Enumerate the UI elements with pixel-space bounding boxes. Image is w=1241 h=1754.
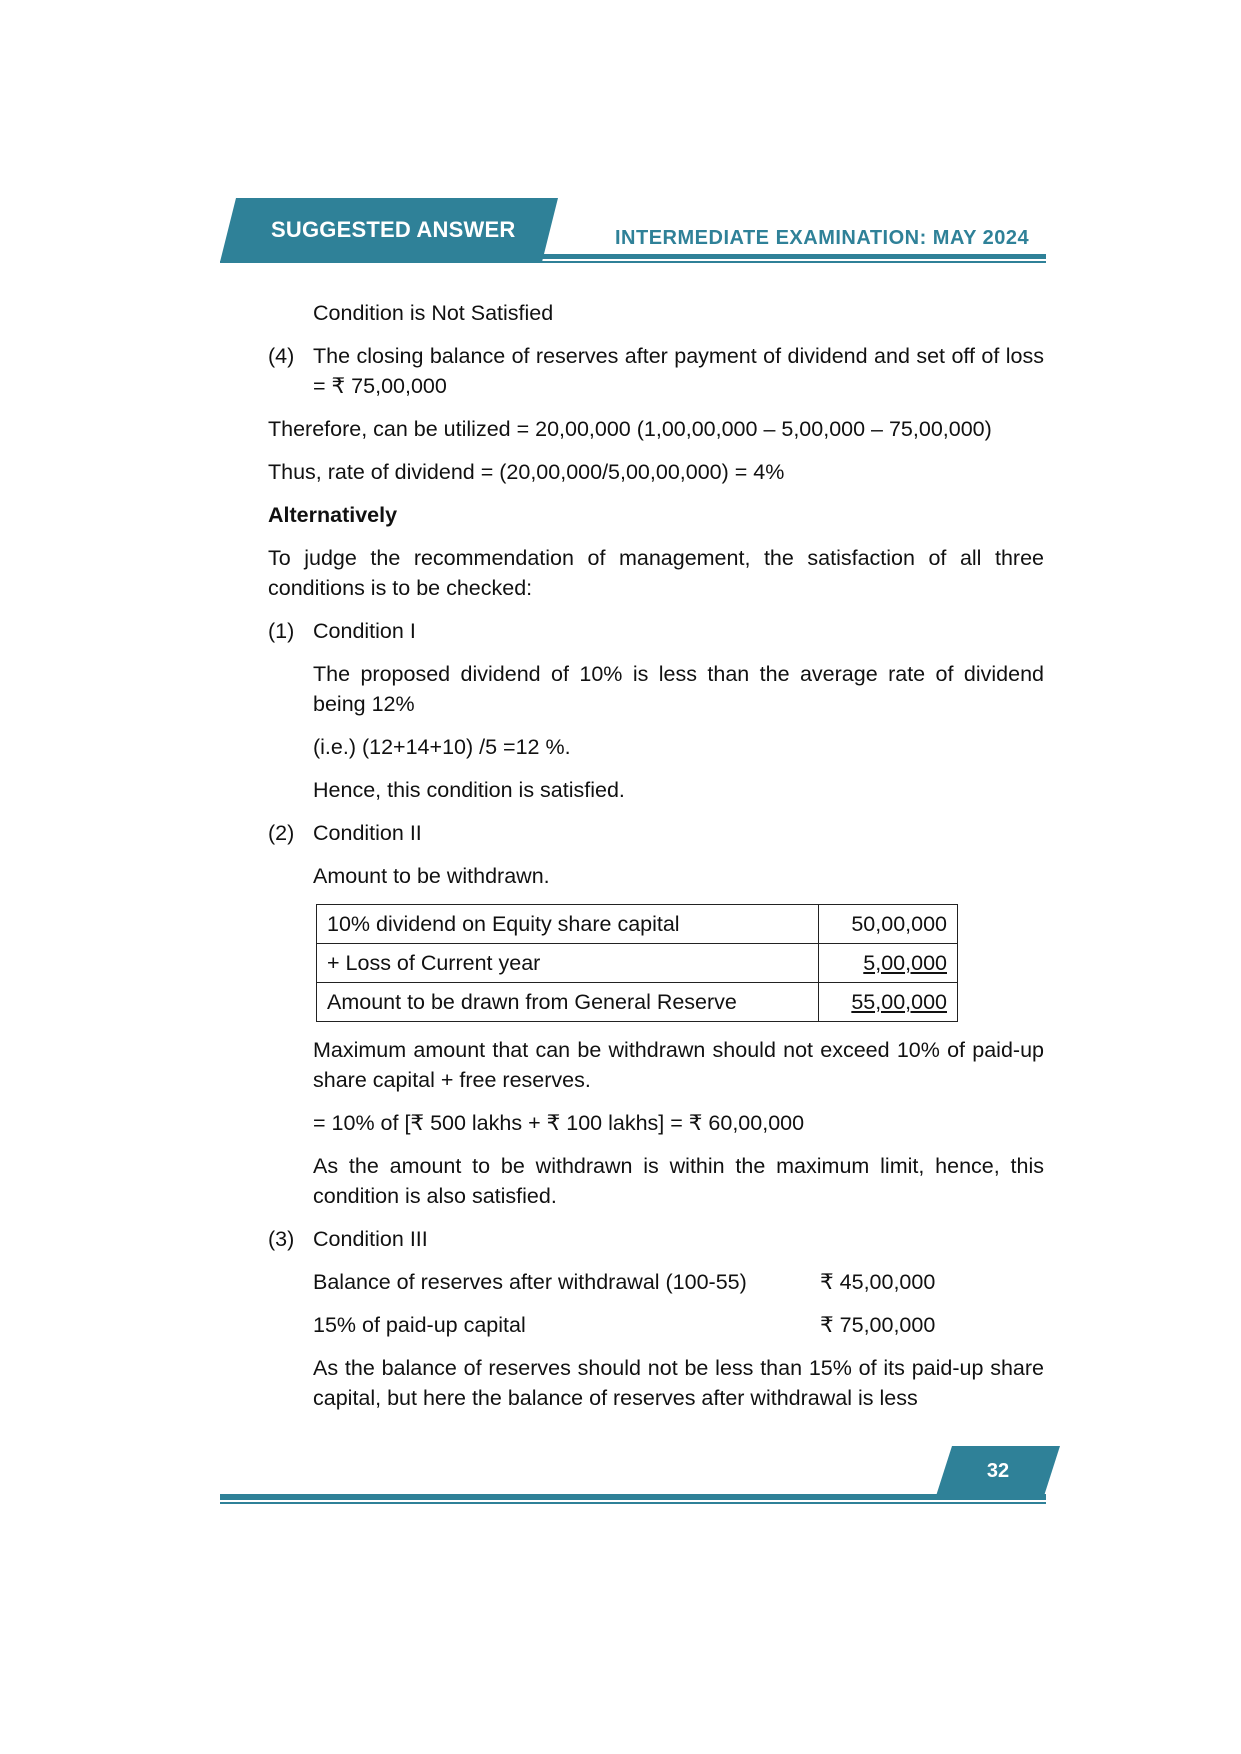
condition-1 — [268, 616, 1044, 646]
item-4 — [268, 341, 1044, 401]
condition-title: Condition III — [313, 1227, 428, 1251]
row-label: + Loss of Current year — [317, 944, 819, 983]
row-label: Balance of reserves after withdrawal (100-55) — [313, 1270, 747, 1294]
alternatively-heading: Alternatively — [268, 503, 398, 527]
condition-result: Condition is Not Satisfied — [313, 301, 554, 325]
row-label: 10% dividend on Equity share capital — [317, 905, 819, 944]
condition-2-result: As the amount to be withdrawn is within the maximum limit, hence, this condition is also satisfied. — [313, 1154, 1044, 1208]
condition-title: Condition I — [313, 619, 416, 643]
exam-title: INTERMEDIATE EXAMINATION: MAY 2024 — [615, 227, 1030, 249]
condition-2-max: Maximum amount that can be withdrawn should not exceed 10% of paid-up share capital + free reserves. — [313, 1038, 1044, 1092]
item-number: (2) — [268, 821, 295, 845]
condition-1-calc: (i.e.) (12+14+10) /5 =12 %. — [313, 735, 571, 759]
row-amount — [819, 983, 958, 1022]
utilized-line: Therefore, can be utilized = 20,00,000 (1,00,00,000 – 5,00,000 – 75,00,000) — [268, 417, 992, 441]
row-value: ₹ 75,00,000 — [820, 1313, 936, 1337]
header-rule-thin — [220, 261, 1046, 263]
alternatively-intro: To judge the recommendation of management, the satisfaction of all three conditions is to be checked: — [268, 546, 1044, 600]
row-label: Amount to be drawn from General Reserve — [317, 983, 819, 1022]
condition-3 — [268, 1224, 1044, 1254]
row-amount-value: 55,00,000 — [851, 990, 947, 1014]
item-number: (1) — [268, 619, 295, 643]
item-text: The closing balance of reserves after payment of dividend and set off of loss = ₹ 75,00,000 — [313, 344, 1044, 398]
item-number: (4) — [268, 344, 295, 368]
condition-3-text: As the balance of reserves should not be less than 15% of its paid-up share capital, but here the balance of reserves after withdrawal is less — [313, 1356, 1044, 1410]
header-rule-thick — [540, 254, 1046, 259]
table-row — [317, 944, 958, 983]
condition-2-text: Amount to be withdrawn. — [313, 864, 550, 888]
row-amount — [819, 944, 958, 983]
item-number: (3) — [268, 1227, 295, 1251]
table-row — [317, 905, 958, 944]
reserves-balance-row — [313, 1267, 1044, 1297]
row-label: 15% of paid-up capital — [313, 1313, 526, 1337]
header-tab-label: SUGGESTED ANSWER — [271, 217, 516, 242]
condition-1-text: The proposed dividend of 10% is less than the average rate of dividend being 12% — [313, 662, 1044, 716]
footer-rule-thin — [220, 1502, 1046, 1504]
page-number: 32 — [986, 1460, 1010, 1482]
paid-up-capital-row — [313, 1310, 1044, 1340]
condition-1-result: Hence, this condition is satisfied. — [313, 778, 625, 802]
condition-title: Condition II — [313, 821, 422, 845]
condition-2 — [268, 818, 1044, 848]
footer-rule-thick — [220, 1494, 1046, 1500]
condition-2-calc: = 10% of [₹ 500 lakhs + ₹ 100 lakhs] = ₹ 60,00,000 — [313, 1111, 805, 1135]
row-amount-value: 5,00,000 — [863, 951, 947, 975]
page-content — [268, 298, 1044, 1426]
rate-line: Thus, rate of dividend = (20,00,000/5,00,00,000) = 4% — [268, 460, 785, 484]
row-amount: 50,00,000 — [819, 905, 958, 944]
row-value: ₹ 45,00,000 — [820, 1270, 936, 1294]
withdrawal-table — [316, 904, 958, 1022]
table-row — [317, 983, 958, 1022]
